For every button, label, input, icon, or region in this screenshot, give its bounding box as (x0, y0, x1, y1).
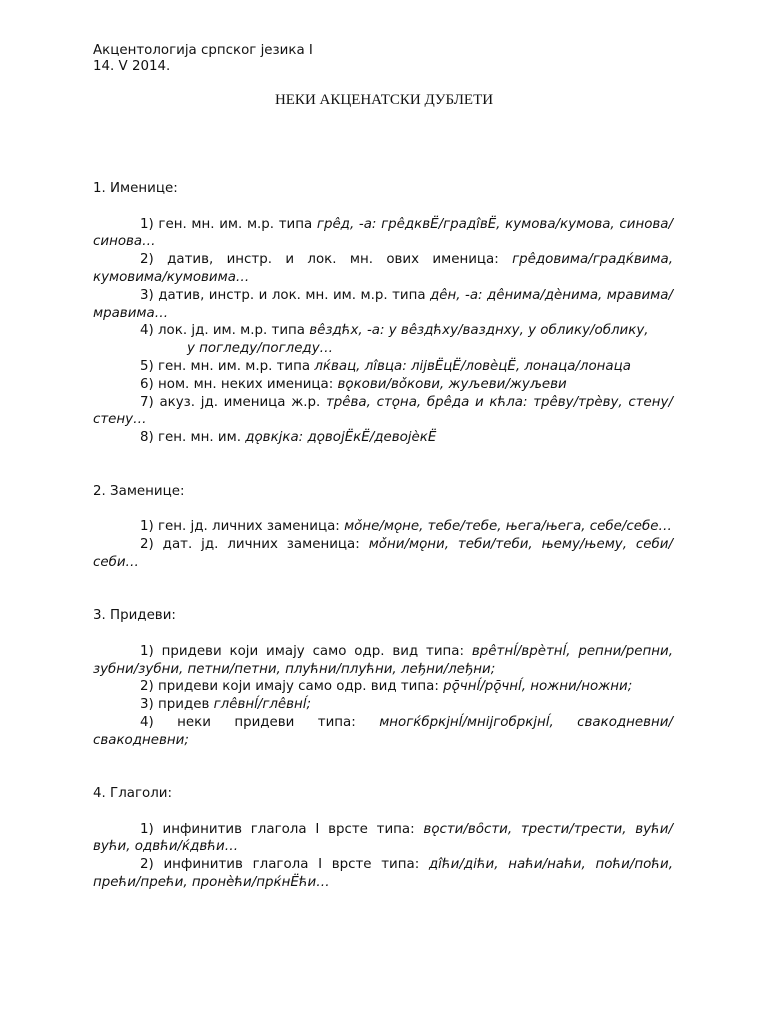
section-spacer (93, 447, 673, 483)
item-examples: рǭчнĺ/рǭчнĺ, ножни/ножни; (443, 679, 633, 695)
list-item (93, 678, 673, 696)
item-examples: мǒне/мǫне, тебе/тебе, њега/њега, себе/себе… (344, 519, 672, 535)
item-examples: грêд, -а: грêдквЁ/градîвЁ, кумова/кумова, синова/синова… (93, 216, 673, 250)
item-lead: 4) неки придеви типа: (140, 714, 380, 730)
list-item (93, 643, 673, 679)
list-item (93, 696, 673, 714)
item-examples: грêдовима/градќвима, кумовима/кумовима… (93, 252, 673, 285)
item-lead: 2) датив, инстр. и лок. мн. ових именица: (140, 252, 513, 268)
item-examples: дêн, -а: дêнима/дèнима, мравима/мравима… (93, 287, 673, 321)
item-lead: 3) придев (140, 697, 214, 713)
list-item (93, 821, 673, 857)
document-header (93, 43, 313, 75)
list-item (93, 714, 673, 750)
item-examples: трêва, стǫна, брêда и кћла: трêву/трèву, стену/стену… (93, 394, 673, 428)
item-lead: 2) дат. јд. личних заменица: (140, 536, 369, 552)
list-item (93, 358, 673, 376)
document-date: 14. V 2014. (93, 59, 171, 74)
list-item (93, 216, 673, 252)
page-title: НЕКИ АКЦЕНАТСКИ ДУБЛЕТИ (274, 92, 494, 108)
section-heading: 3. Придеви: (93, 608, 176, 624)
course-title: Акцентологија српског језика I (93, 43, 313, 58)
list-item (93, 518, 673, 536)
item-examples: дǫвкјка: дǫвојЁкЁ/девојèкЁ (245, 430, 437, 446)
list-item (93, 376, 673, 394)
item-lead: 2) придеви који имају само одр. вид типа: (140, 679, 444, 695)
list-item (93, 856, 673, 892)
item-lead: 5) ген. мн. им. м.р. типа (140, 358, 315, 374)
section-heading: 1. Именице: (93, 181, 178, 196)
section-heading: 2. Заменице: (93, 483, 185, 499)
section-spacer (93, 750, 673, 786)
item-examples: вǫсти/вȏсти, трести/трести, вући/вући, одвћи/ќдвћи… (93, 821, 673, 855)
item-examples: дîћи/дiћи, наћи/наћи, поћи/поћи, прећи/прећи, пронèћи/прќнЁћи… (93, 857, 673, 891)
item-examples: лќвац, лîвца: лiјвЁцЁ/ловèцЁ, лонаца/лонаца (314, 358, 631, 374)
list-item (93, 322, 673, 340)
section-spacer (93, 572, 673, 608)
list-item (93, 251, 673, 287)
item-lead: 6) ном. мн. неких именица: (140, 376, 338, 392)
heading-spacer (93, 500, 673, 518)
section-heading: 4. Глаголи: (93, 786, 172, 802)
item-examples: вǫкови/вǒкови, жуљеви/жуљеви (337, 376, 567, 392)
item-lead: 1) инфинитив глагола I врсте типа: (140, 821, 424, 837)
heading-spacer (93, 625, 673, 643)
list-item (93, 287, 673, 323)
item-examples: глêвнĺ/глêвнĺ; (213, 697, 312, 713)
item-examples: мǒни/мǫни, теби/теби, њему/њему, себи/себи… (93, 536, 673, 570)
item-lead: 8) ген. мн. им. (140, 430, 246, 446)
item-lead: 1) ген. јд. личних заменица: (140, 519, 345, 535)
item-lead: 1) ген. мн. им. м.р. типа (140, 216, 317, 232)
item-continuation: у погледу/погледу… (187, 341, 334, 357)
item-lead: 2) инфинитив глагола I врсте типа: (140, 857, 429, 873)
list-item (93, 394, 673, 430)
item-lead: 3) датив, инстр. и лок. мн. им. м.р. типа (140, 287, 431, 303)
item-lead: 1) придеви који имају само одр. вид типа: (140, 643, 472, 659)
item-lead: 4) лок. јд. им. м.р. типа (140, 323, 310, 339)
item-examples: врêтнĺ/врèтнĺ, репни/репни, зубни/зубни, петни/петни, плућни/плућни, леђни/леђни; (93, 643, 673, 677)
list-item (93, 536, 673, 572)
heading-spacer (93, 198, 673, 216)
heading-spacer (93, 803, 673, 821)
item-lead: 7) акуз. јд. именица ж.р. (140, 394, 326, 410)
document-body (93, 180, 673, 892)
item-examples: вêздћх, -а: у вêздћху/вазднху, у облику/облику, (309, 323, 649, 339)
item-examples: многќбркјнĺ/мнiјгобркјнĺ, свакодневни/свакодневни; (93, 714, 673, 748)
list-item (93, 429, 673, 447)
